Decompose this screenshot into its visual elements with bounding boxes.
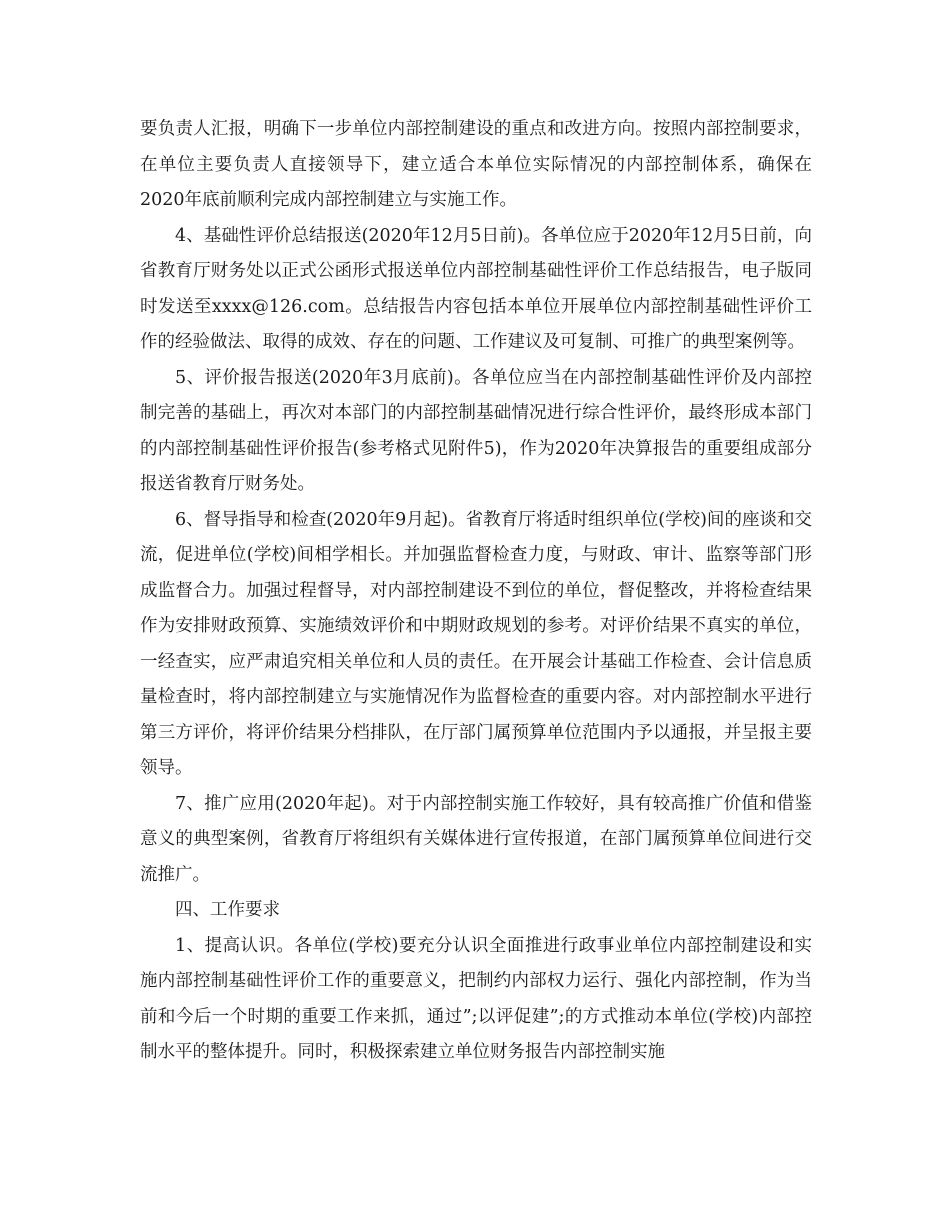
paragraph-continuation: 要负责人汇报，明确下一步单位内部控制建设的重点和改进方向。按照内部控制要求，在单位主要负责人直接领导下，建立适合本单位实际情况的内部控制体系，确保在2020年底前顺利完成内部控制建立与实施工作。: [140, 119, 812, 210]
paragraph-requirement-1: 1、提高认识。各单位(学校)要充分认识全面推进行政事业单位内部控制建设和实施内部控制基础性评价工作的重要意义，把制约内部权力运行、强化内部控制，作为当前和今后一个时期的重要工作来抓，通过”;以评促建”;的方式推动本单位(学校)内部控制水平的整体提升。同时，积极探索建立单位财务报告内部控制实施: [140, 935, 812, 1062]
paragraph-item-6: 6、督导指导和检查(2020年9月起)。省教育厅将适时组织单位(学校)间的座谈和交流，促进单位(学校)间相学相长。并加强监督检查力度，与财政、审计、监察等部门形成监督合力。加强过程督导，对内部控制建设不到位的单位，督促整改，并将检查结果作为安排财政预算、实施绩效评价和中期财政规划的参考。对评价结果不真实的单位，一经查实，应严肃追究相关单位和人员的责任。在开展会计基础工作检查、会计信息质量检查时，将内部控制建立与实施情况作为监督检查的重要内容。对内部控制水平进行第三方评价，将评价结果分档排队，在厅部门属预算单位范围内予以通报，并呈报主要领导。: [140, 509, 812, 778]
paragraph-item-7: 7、推广应用(2020年起)。对于内部控制实施工作较好，具有较高推广价值和借鉴意义的典型案例，省教育厅将组织有关媒体进行宣传报道，在部门属预算单位间进行交流推广。: [140, 793, 812, 885]
section-heading-work-requirements: 四、工作要求: [175, 900, 280, 920]
paragraph-item-4: 4、基础性评价总结报送(2020年12月5日前)。各单位应于2020年12月5日前，向省教育厅财务处以正式公函形式报送单位内部控制基础性评价工作总结报告，电子版同时发送至xxxx@126.com。总结报告内容包括本单位开展单位内部控制基础性评价工作的经验做法、取得的成效、存在的问题、工作建议及可复制、可推广的典型案例等。: [140, 225, 812, 352]
paragraph-item-5: 5、评价报告报送(2020年3月底前)。各单位应当在内部控制基础性评价及内部控制完善的基础上，再次对本部门的内部控制基础情况进行综合性评价，最终形成本部门的内部控制基础性评价报告(参考格式见附件5)，作为2020年决算报告的重要组成部分报送省教育厅财务处。: [140, 367, 812, 494]
document-body: [140, 112, 812, 1071]
